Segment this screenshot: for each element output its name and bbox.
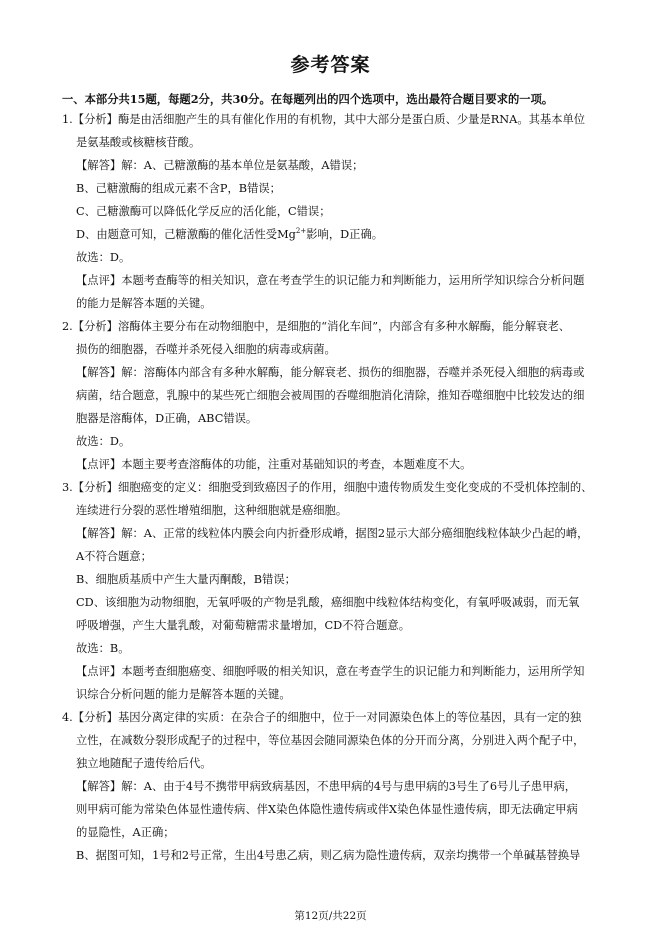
- answer-text: 影响，D正确。: [306, 228, 384, 241]
- answer-line: 【点评】本题主要考查溶酶体的功能，注重对基础知识的考查，本题难度不大。: [76, 458, 472, 471]
- answer-line: B、细胞质基质中产生大量丙酮酸，B错误；: [76, 573, 296, 586]
- answer-line: 胞器是溶酶体，D正确，ABC错误。: [76, 412, 258, 425]
- answer-text: D、由题意可知，己糖激酶的催化活性受Mg: [76, 228, 296, 241]
- answer-line: 【解答】解：A、由于4号不携带甲病致病基因，不患甲病的4号与患甲病的3号生了6号儿子患甲病，: [76, 780, 577, 793]
- page-footer: 第12页/共22页: [294, 910, 367, 922]
- superscript: 2+: [295, 227, 307, 236]
- answer-line: 连续进行分裂的恶性增殖细胞，这种细胞就是癌细胞。: [76, 504, 348, 517]
- answer-line: 【解答】解：溶酶体内部含有多种水解酶，能分解衰老、损伤的细胞器，吞噬并杀死侵入细胞的病毒或: [76, 366, 585, 379]
- answer-line: 的能力是解答本题的关键。: [76, 297, 212, 310]
- answer-line: 故选：B。: [76, 642, 130, 655]
- answer-line: 3.【分析】细胞癌变的定义：细胞受到致癌因子的作用，细胞中遗传物质发生变化变成的不受机体控制的、: [62, 481, 593, 494]
- answer-line: 【解答】解：A、己糖激酶的基本单位是氨基酸，A错误；: [76, 159, 364, 172]
- answer-line: 病菌，结合题意，乳腺中的某些死亡细胞会被周围的吞噬细胞消化清除，推知吞噬细胞中比较发达的细: [76, 389, 585, 402]
- section-heading: 一、本部分共15题，每题2分，共30分。在每题列出的四个选项中，选出最符合题目要求的一项。: [62, 92, 554, 106]
- answer-line: 则甲病可能为常染色体显性遗传病、伴X染色体隐性遗传病或伴X染色体显性遗传病，即无法确定甲病: [76, 803, 578, 816]
- answer-line: CD、该细胞为动物细胞，无氧呼吸的产物是乳酸，癌细胞中线粒体结构变化，有氧呼吸减弱，而无氧: [76, 596, 580, 609]
- answer-line: A不符合题意；: [76, 550, 152, 563]
- answer-line: 【解答】解：A、正常的线粒体内膜会向内折叠形成嵴，据图2显示大部分癌细胞线粒体缺少凸起的嵴，: [76, 527, 589, 540]
- answer-line: B、据图可知，1号和2号正常，生出4号患乙病，则乙病为隐性遗传病，双亲均携带一个单碱基替换导: [76, 849, 581, 862]
- answer-line: 独立地随配子遗传给后代。: [76, 757, 212, 770]
- answer-line: 呼吸增强，产生大量乳酸，对葡萄糖需求量增加，CD不符合题意。: [76, 619, 411, 632]
- answer-line: 识综合分析问题的能力是解答本题的关键。: [76, 688, 291, 701]
- answer-line: 损伤的细胞器，吞噬并杀死侵入细胞的病毒或病菌。: [76, 343, 336, 356]
- answer-line: 【点评】本题考查酶等的相关知识，意在考查学生的识记能力和判断能力，运用所学知识综合分析问题: [76, 274, 585, 287]
- answer-line: 【点评】本题考查细胞癌变、细胞呼吸的相关知识，意在考查学生的识记能力和判断能力，运用所学知: [76, 665, 585, 678]
- answer-line: 2.【分析】溶酶体主要分布在动物细胞中，是细胞的“消化车间”，内部含有多种水解酶，能分解衰老、: [62, 320, 571, 333]
- answer-line: 4.【分析】基因分离定律的实质：在杂合子的细胞中，位于一对同源染色体上的等位基因，具有一定的独: [62, 711, 582, 724]
- page-title: 参考答案: [290, 54, 371, 76]
- answer-line: 1.【分析】酶是由活细胞产生的具有催化作用的有机物，其中大部分是蛋白质、少量是RNA。其基本单位: [62, 113, 586, 126]
- answer-line: 的显隐性，A正确；: [76, 826, 175, 839]
- answer-line: 故选：D。: [76, 251, 131, 264]
- answer-line: 立性，在减数分裂形成配子的过程中，等位基因会随同源染色体的分开而分离，分别进入两个配子中，: [76, 734, 585, 747]
- answer-line: C、己糖激酶可以降低化学反应的活化能，C错误；: [76, 205, 331, 218]
- answer-line: [76, 228, 383, 242]
- answer-line: B、己糖激酶的组成元素不含P，B错误；: [76, 182, 281, 195]
- answer-line: 故选：D。: [76, 435, 131, 448]
- answer-line: 是氨基酸或核糖核苷酸。: [76, 136, 201, 149]
